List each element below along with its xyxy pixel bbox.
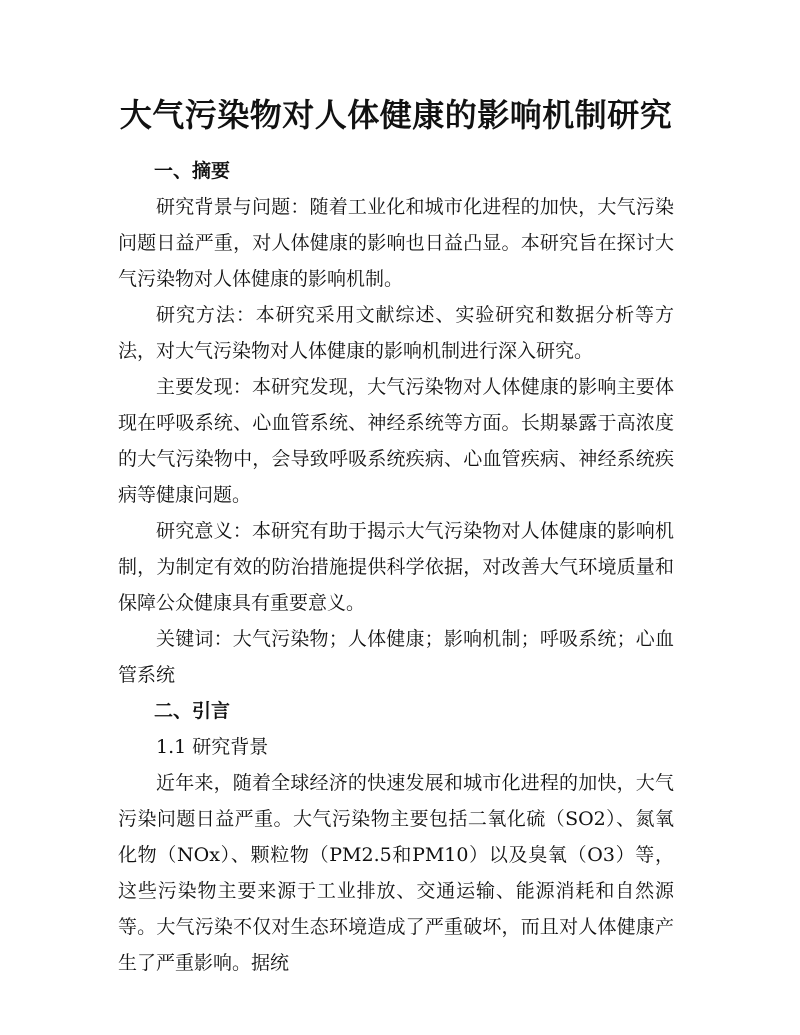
abstract-keywords-paragraph: 关键词：大气污染物；人体健康；影响机制；呼吸系统；心血管系统: [118, 628, 674, 686]
abstract-significance-paragraph: 研究意义：本研究有助于揭示大气污染物对人体健康的影响机制，为制定有效的防治措施提供科学依据，对改善大气环境质量和保障公众健康具有重要意义。: [118, 520, 674, 614]
document-title: 大气污染物对人体健康的影响机制研究: [119, 96, 673, 134]
abstract-findings-paragraph: 主要发现：本研究发现，大气污染物对人体健康的影响主要体现在呼吸系统、心血管系统、神经系统等方面。长期暴露于高浓度的大气污染物中，会导致呼吸系统疾病、心血管疾病、神经系统疾病等健康问题。: [118, 376, 674, 506]
subsection-heading-background: 1.1 研究背景: [156, 736, 269, 758]
abstract-method-paragraph: 研究方法：本研究采用文献综述、实验研究和数据分析等方法，对大气污染物对人体健康的影响机制进行深入研究。: [118, 304, 674, 362]
abstract-background-paragraph: 研究背景与问题：随着工业化和城市化进程的加快，大气污染问题日益严重，对人体健康的影响也日益凸显。本研究旨在探讨大气污染物对人体健康的影响机制。: [118, 196, 674, 290]
section-heading-abstract: 一、摘要: [154, 160, 231, 182]
introduction-paragraph: 近年来，随着全球经济的快速发展和城市化进程的加快，大气污染问题日益严重。大气污染物主要包括二氧化硫（SO2）、氮氧化物（NOx）、颗粒物（PM2.5和PM10）以及臭氧（O3）等，这些污染物主要来源于工业排放、交通运输、能源消耗和自然源等。大气污染不仅对生态环境造成了严重破坏，而且对人体健康产生了严重影响。据统: [118, 772, 674, 974]
section-heading-introduction: 二、引言: [154, 700, 231, 722]
